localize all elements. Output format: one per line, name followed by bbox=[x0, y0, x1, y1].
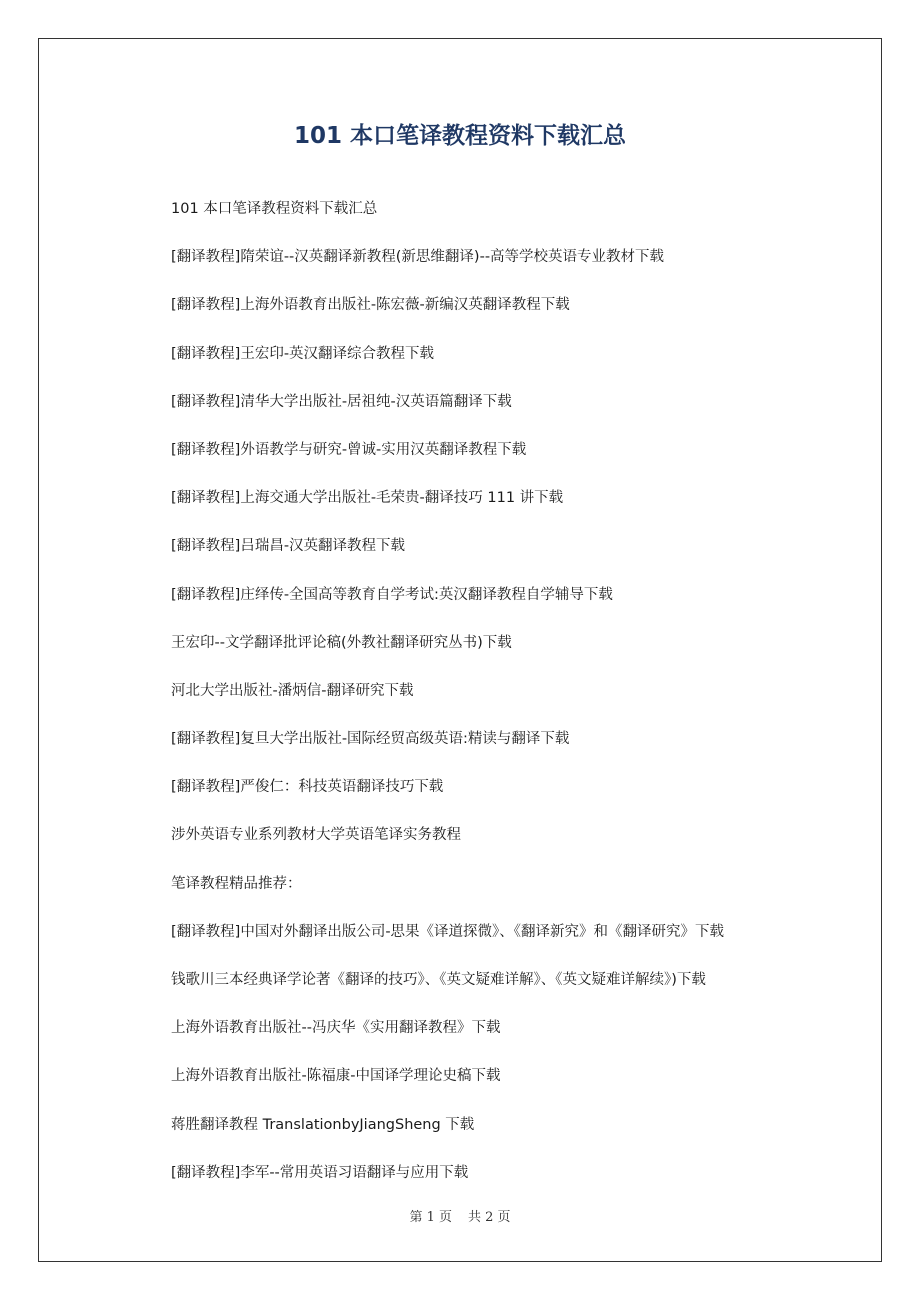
text-line: [翻译教程]复旦大学出版社-国际经贸高级英语:精读与翻译下载 bbox=[171, 731, 570, 748]
document-body bbox=[171, 196, 851, 1208]
text-line: 蒋胜翻译教程 TranslationbyJiangSheng 下载 bbox=[171, 1116, 475, 1133]
text-line: 101 本口笔译教程资料下载汇总 bbox=[171, 201, 378, 217]
text-line: [翻译教程]严俊仁：科技英语翻译技巧下载 bbox=[171, 779, 444, 796]
text-line: [翻译教程]吕瑞昌-汉英翻译教程下载 bbox=[171, 538, 406, 555]
document-title: 101 本口笔译教程资料下载汇总 bbox=[293, 123, 627, 149]
text-line: [翻译教程]中国对外翻译出版公司-思果《译道探微》、《翻译新究》和《翻译研究》下载 bbox=[171, 923, 725, 940]
text-line: [翻译教程]李军--常用英语习语翻译与应用下载 bbox=[171, 1164, 469, 1181]
text-line: [翻译教程]外语教学与研究-曾诚-实用汉英翻译教程下载 bbox=[171, 441, 527, 458]
text-line: 钱歌川三本经典译学论著《翻译的技巧》、《英文疑难详解》、《英文疑难详解续》)下载 bbox=[171, 972, 706, 988]
text-line: [翻译教程]隋荣谊--汉英翻译新教程(新思维翻译)--高等学校英语专业教材下载 bbox=[171, 249, 665, 266]
text-line: 上海外语教育出版社-陈福康-中国译学理论史稿下载 bbox=[171, 1068, 501, 1085]
text-line: 河北大学出版社-潘炳信-翻译研究下载 bbox=[171, 682, 414, 699]
text-line: 笔译教程精品推荐： bbox=[171, 875, 302, 892]
text-line: [翻译教程]庄绎传-全国高等教育自学考试:英汉翻译教程自学辅导下载 bbox=[171, 586, 613, 603]
text-line: [翻译教程]王宏印-英汉翻译综合教程下载 bbox=[171, 345, 435, 362]
text-line: [翻译教程]上海交通大学出版社-毛荣贵-翻译技巧 111 讲下载 bbox=[171, 490, 564, 507]
page-number: 第 1 页 bbox=[409, 1210, 452, 1225]
page-footer bbox=[0, 1206, 920, 1225]
text-line: [翻译教程]清华大学出版社-居祖纯-汉英语篇翻译下载 bbox=[171, 393, 512, 410]
text-line: 王宏印--文学翻译批评论稿(外教社翻译研究丛书)下载 bbox=[171, 634, 512, 651]
text-line: 上海外语教育出版社--冯庆华《实用翻译教程》下载 bbox=[171, 1020, 501, 1037]
page-total: 共 2 页 bbox=[468, 1210, 511, 1225]
text-line: [翻译教程]上海外语教育出版社-陈宏薇-新编汉英翻译教程下载 bbox=[171, 297, 570, 314]
text-line: 涉外英语专业系列教材大学英语笔译实务教程 bbox=[171, 827, 461, 844]
